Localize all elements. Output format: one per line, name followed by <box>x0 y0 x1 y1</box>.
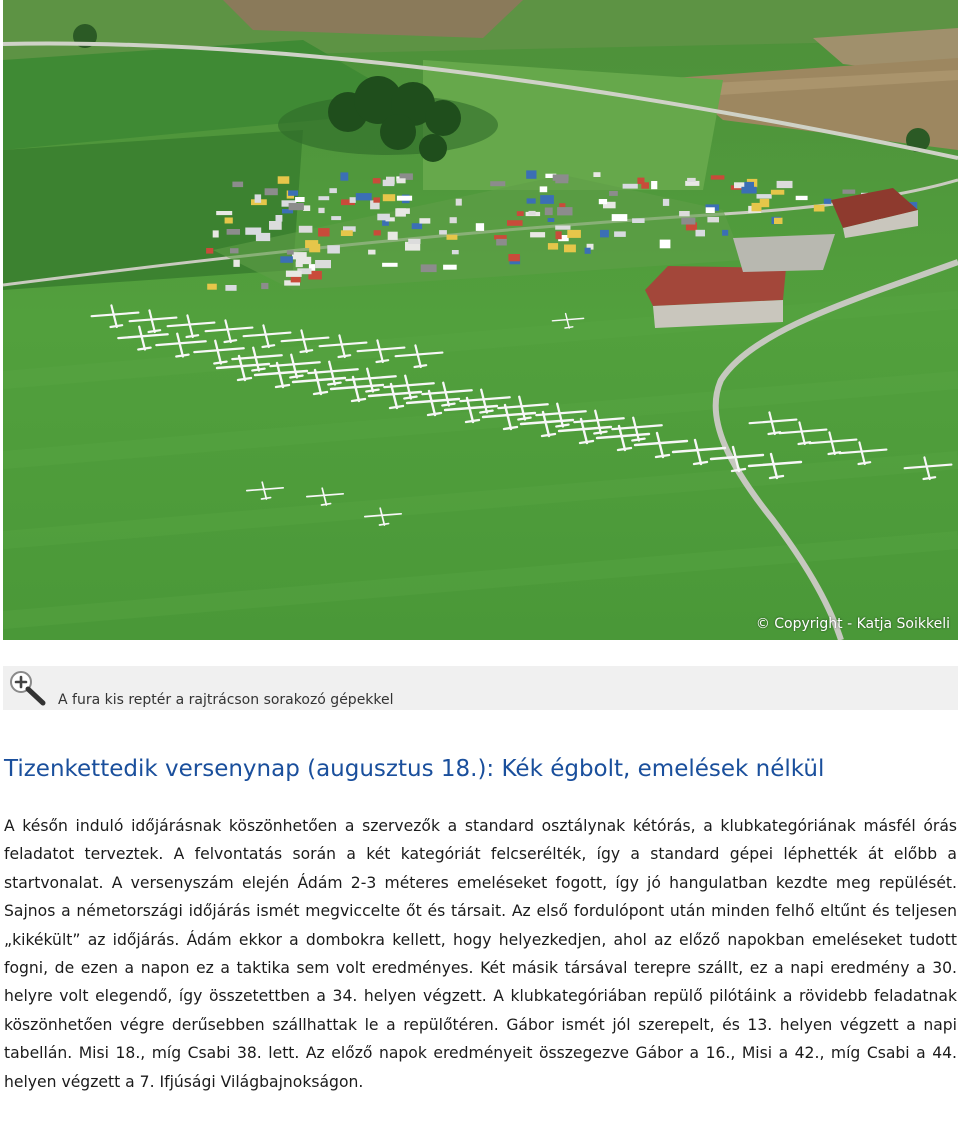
camp-vehicle <box>408 239 420 244</box>
camp-vehicle <box>443 265 457 270</box>
camp-vehicle <box>612 214 628 221</box>
camp-vehicle <box>476 223 484 231</box>
article-body: A későn induló időjárásnak köszönhetően a szervezők a standard osztálynak kétórás, a klubkategóriának másfél órás feladatot terveztek. A felvontatás során a két kategóriát felcserélték, így a standard gépei léphették át előbb a startvonalat. A versenyszám elején Ádám 2-3 méteres emeléseket fogott, így jó hangulatban kezdte meg repülését. Sajnos a németországi időjárás ismét megviccelte őt és társait. Az első fordulópont után minden felhő eltűnt és teljesen „kikékült” az időjárás. Ádám ekkor a dombokra kellett, hogy helyezkedjen, ahol az előző napokban emeléseket tudott fogni, de ezen a napon ez a taktika sem volt eredményes. Két másik társával terepre szállt, ez a napi eredmény a 30. helyre volt elegendő, így összetettben a 34. helyen végzett. A klubkategóriában repülő pilótáink a rövidebb feladatnak köszönhetően végre derűsebben szállhattak le a repülőtéren. Gábor ismét jól szerepelt, és 13. helyen végzett a napi tabellán. Misi 18., míg Csabi 38. lett. Az előző napok eredményeit összegezve Gábor a 16., Misi a 42., míg Csabi a 44. helyen végzett a 7. Ifjúsági Világbajnokságon. <box>4 817 957 1091</box>
camp-vehicle <box>632 218 645 223</box>
camp-vehicle <box>843 190 856 194</box>
camp-vehicle <box>397 178 406 183</box>
camp-vehicle <box>507 220 523 226</box>
camp-vehicle <box>388 232 398 240</box>
camp-vehicle <box>456 199 462 206</box>
camp-vehicle <box>287 250 294 254</box>
camp-vehicle <box>386 177 395 185</box>
camp-vehicle <box>213 230 219 237</box>
camp-vehicle <box>526 170 536 178</box>
camp-vehicle <box>377 214 390 221</box>
camp-vehicle <box>261 283 268 289</box>
camp-vehicle <box>278 176 290 184</box>
camp-vehicle <box>383 194 395 201</box>
camp-vehicle <box>318 196 329 200</box>
article-title: Tizenkettedik versenynap (augusztus 18.): Kék égbolt, emelések nélkül <box>4 756 825 782</box>
camp-vehicle <box>593 172 600 177</box>
camp-vehicle <box>232 182 243 188</box>
camp-vehicle <box>555 226 570 230</box>
camp-vehicle <box>490 181 505 186</box>
camp-vehicle <box>777 181 793 188</box>
camp-vehicle <box>623 184 638 189</box>
camp-vehicle <box>397 208 410 214</box>
camp-vehicle <box>373 197 380 202</box>
camp-vehicle <box>288 190 298 195</box>
camp-vehicle <box>527 198 536 203</box>
camp-vehicle <box>760 199 770 207</box>
camp-vehicle <box>447 235 458 240</box>
camp-vehicle <box>207 284 217 290</box>
camp-vehicle <box>508 254 520 261</box>
camp-vehicle <box>496 239 507 246</box>
camp-vehicle <box>824 199 831 204</box>
camp-vehicle <box>774 218 783 224</box>
camp-vehicle <box>439 230 447 234</box>
camp-vehicle <box>641 182 649 188</box>
camp-vehicle <box>517 211 524 216</box>
camp-vehicle <box>706 207 715 213</box>
zoom-in-magnifier-icon[interactable] <box>7 668 47 708</box>
photo-copyright: © Copyright - Katja Soikkeli <box>755 616 950 632</box>
camp-vehicle <box>373 178 381 183</box>
camp-vehicle <box>331 216 341 220</box>
aerial-airfield-photo[interactable] <box>3 0 958 640</box>
camp-vehicle <box>255 194 262 202</box>
camp-vehicle <box>276 215 283 222</box>
camp-vehicle <box>225 285 236 291</box>
camp-vehicle <box>614 231 626 237</box>
camp-vehicle <box>315 260 331 268</box>
camp-vehicle <box>230 248 239 253</box>
camp-vehicle <box>651 181 657 189</box>
camp-vehicle <box>280 256 293 263</box>
camp-vehicle <box>814 205 825 212</box>
camp-vehicle <box>609 191 618 196</box>
camp-vehicle <box>296 262 303 268</box>
camp-vehicle <box>265 188 278 195</box>
camp-vehicle <box>419 218 430 223</box>
camp-vehicle <box>741 187 756 194</box>
camp-vehicle <box>722 230 728 236</box>
photo-caption-bar <box>3 666 958 710</box>
camp-vehicle <box>540 186 548 192</box>
photo-caption: A fura kis reptér a rajtrácson sorakozó gépekkel <box>58 692 394 708</box>
camp-vehicle <box>679 211 690 216</box>
camp-vehicle <box>227 229 240 235</box>
camp-vehicle <box>269 221 282 230</box>
camp-vehicle <box>711 175 725 179</box>
camp-vehicle <box>318 208 324 213</box>
camp-vehicle <box>216 211 232 215</box>
camp-vehicle <box>564 245 576 253</box>
camp-vehicle <box>305 240 318 248</box>
camp-vehicle <box>663 199 669 206</box>
camp-vehicle <box>757 194 772 199</box>
camp-vehicle <box>225 218 233 224</box>
camp-vehicle <box>540 195 554 204</box>
camp-vehicle <box>556 231 562 239</box>
camp-vehicle <box>452 250 459 254</box>
camp-vehicle <box>295 197 305 202</box>
camp-vehicle <box>289 203 304 210</box>
camp-vehicle <box>318 228 330 236</box>
camp-vehicle <box>233 260 239 267</box>
camp-vehicle <box>397 196 412 201</box>
camp-vehicle <box>567 230 581 238</box>
camp-vehicle <box>341 230 353 236</box>
camp-vehicle <box>771 190 784 195</box>
camp-vehicle <box>299 226 313 233</box>
camp-vehicle <box>350 197 356 203</box>
camp-vehicle <box>681 218 695 225</box>
camp-vehicle <box>368 250 375 255</box>
camp-vehicle <box>382 263 398 267</box>
camp-vehicle <box>412 223 422 229</box>
camp-vehicle <box>600 230 609 238</box>
camp-vehicle <box>494 235 507 239</box>
camp-vehicle <box>245 228 261 235</box>
camp-vehicle <box>303 205 310 211</box>
camp-vehicle <box>340 172 348 180</box>
camp-vehicle <box>529 211 536 215</box>
camp-vehicle <box>286 271 302 277</box>
camp-vehicle <box>548 243 558 250</box>
camp-vehicle <box>530 232 545 237</box>
camp-vehicle <box>555 179 568 183</box>
camp-vehicle <box>707 217 719 223</box>
camp-vehicle <box>585 248 591 254</box>
camp-vehicle <box>796 196 808 200</box>
camp-vehicle <box>206 248 213 254</box>
camp-vehicle <box>557 207 572 215</box>
airfield-illustration <box>3 0 958 640</box>
camp-vehicle <box>329 188 337 193</box>
camp-vehicle <box>327 245 340 253</box>
camp-vehicle <box>374 230 381 235</box>
camp-vehicle <box>548 218 555 222</box>
camp-vehicle <box>599 199 607 204</box>
camp-vehicle <box>356 193 372 200</box>
camp-vehicle <box>421 264 437 272</box>
camp-vehicle <box>687 178 696 182</box>
camp-vehicle <box>545 208 553 216</box>
camp-vehicle <box>696 230 706 237</box>
camp-vehicle <box>450 217 457 223</box>
camp-vehicle <box>660 240 671 249</box>
